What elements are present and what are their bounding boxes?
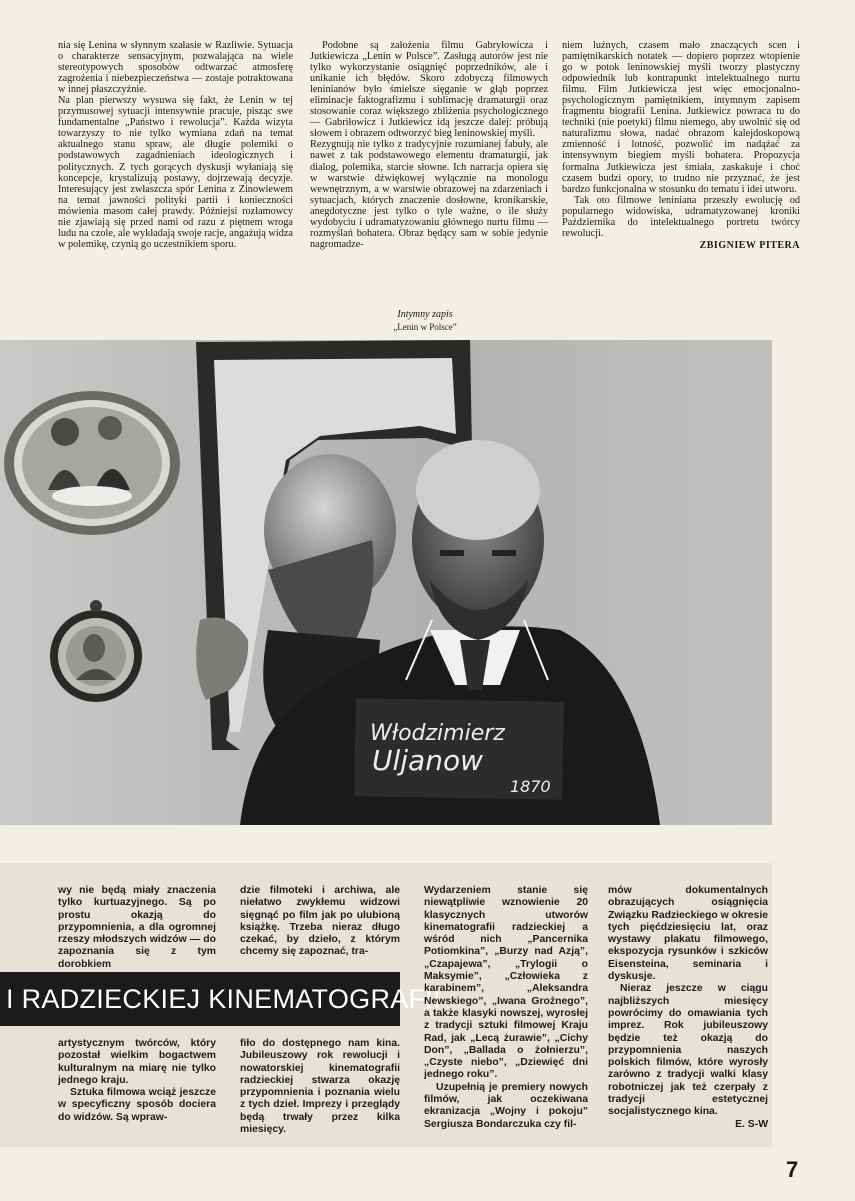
paragraph: Nieraz jeszcze w ciągu najbliższych miesięcy powrócimy do omawiania tych imprez. Rok jubileuszowy będzie też okazją do przypomnienia naszych polskich filmów, które wyrosły zarówno z tradycji walki klasy robotniczej jak też czerpały z tradycji estetycznej socjalistycznego kina. [608, 983, 768, 1118]
paragraph: Podobne są założenia filmu Gabryłowicza i Jutkiewicza „Lenin w Polsce”. Zasługą autorów jest nie tylko wykorzystanie osiągnięć poprzedników, ale i unikanie ich błędów. Skoro zdobyczą filmowych leninianów było śmielsze sięganie w głąb poprzez eliminacje faktografizmu i sublimację dramaturgii oraz stosowanie coraz większego zbliżenia psychologicznego — Gabriłowicz i Jutkiewicz idą jeszcze dalej: próbują słowem i obrazem odtworzyć bieg leninowskiej myśli. [310, 40, 548, 140]
paragraph: Uzupełnią je premiery nowych filmów, jak oczekiwana ekranizacja „Wojny i pokoju” Sergiusza Bondarczuka czy fil- [424, 1081, 588, 1130]
paragraph: Sztuka filmowa wciąż jeszcze w specyficzny sposób dociera do widzów. Są wpraw- [58, 1087, 216, 1123]
article-column-2 [310, 40, 548, 300]
bottom-column-2-top [240, 885, 400, 963]
article-column-3 [562, 40, 800, 302]
name-sign [354, 698, 564, 800]
page-number: 7 [786, 1157, 799, 1182]
oval-portrait-frame [4, 391, 180, 535]
paragraph: fiło do dostępnego nam kina. Jubileuszowy rok rewolucji i nowatorskiej kinematografii radzieckiej stwarza okazję przypomnienia i poznania wielu z tych dzieł. Imprezy i przeglądy będą trwały przez kilka miesięcy. [240, 1038, 400, 1136]
paragraph: mów dokumentalnych obrazujących osiągnięcia Związku Radzieckiego w okresie tych pięćdziesięciu lat, oraz wystawy plakatu filmowego, ekspozycja rysunków i szkiców Eisensteina, seminaria i dyskusje. [608, 885, 768, 983]
bottom-column-3 [424, 885, 588, 1140]
paragraph: Rezygnują nie tylko z tradycyjnie rozumianej fabuły, ale nawet z tak podstawowego elementu dramaturgii, jak dialog, polemika, starcie słowne. Ich narracja opiera się w warstwie dźwiękowej wyłącznie na monologu wewnętrznym, a w warstwie obrazowej na zdarzeniach i sytuacjach, których znaczenie dosłowne, kronikarskie, anegdotyczne jest tylko o tyle ważne, o ile służy wydobyciu i udramatyzowaniu głównego nurtu filmu — rozmyślań bohatera. Obraz będący sam w sobie jedynie nagromadze- [310, 139, 548, 250]
section-title-banner: I RADZIECKIEJ KINEMATOGRAFII [0, 972, 400, 1026]
sign-text-name: Włodzimierz [370, 721, 505, 746]
paragraph: Wydarzeniem stanie się niewątpliwie wznowienie 20 klasycznych utworów kinematografii radzieckiej a wśród nich „Pancernika Potiomkina”, „Burzy nad Azją”, „Czapajewa”, „Trylogii o Maksymie”, „Człowieka z karabinem”, „Aleksandra Newskiego”, „Iwana Groźnego”, a także klasyki nowszej, wyrosłej z tradycji sztuki filmowej Kraju Rad, jak „Lecą żurawie”, „Cichy Don”, „Ballada o żołnierzu”, „Czyste niebo”, „Dziewięć dni jednego roku”. [424, 885, 588, 1081]
sign-text-surname: Uljanow [372, 744, 483, 777]
author-signature: ZBIGNIEW PITERA [699, 239, 800, 251]
paragraph: artystycznym twórców, który pozostał wielkim bogactwem kulturalnym na miarę nie tylko jednego kraju. [58, 1038, 216, 1086]
paragraph: nia się Lenina w słynnym szałasie w Razliwie. Sytuacja o charakterze sensacyjnym, pozwalająca na wiele stereotypowych sposobów odtwarzać atmosferę zagrożenia i niebezpieczeństwa — zostaje potraktowana w innej płaszczyźnie. [58, 40, 293, 96]
paragraph: wy nie będą miały znaczenia tylko kurtuazyjnego. Są po prostu okazją do przypomnienia, a dla ogromnej rzeszy młodszych widzów — do zapoznania się z tym dorobkiem [58, 885, 216, 970]
paragraph: dzie filmoteki i archiwa, ale niełatwo zwykłemu widzowi sięgnąć po film jak po ulubioną książkę. Trzeba nieraz długo czekać, by dzieło, z którym chcemy się zapoznać, tra- [240, 885, 400, 958]
article-column-1 [58, 40, 293, 300]
sign-text-year: 1870 [510, 777, 551, 796]
bottom-column-4 [608, 885, 768, 1140]
bottom-column-1-bottom [58, 1038, 216, 1138]
bottom-column-1-top [58, 885, 216, 970]
film-still-photo [0, 340, 772, 825]
paragraph: Tak oto filmowe leniniana przeszły ewolucję od popularnego widowiska, udramatyzowanej kroniki Października do intelektualnego portretu twórcy rewolucji. [562, 194, 800, 239]
caption-title: Intymny zapis [397, 309, 453, 320]
paragraph: niem luźnych, czasem mało znaczących scen i pamiętnikarskich notatek — dopiero poprzez wtopienie go w potok leninowskiej myśli tworzy plastyczny odpowiednik lub kontrapunkt intelektualnego nurtu filmu. Film Jutkiewicza jest więc emocjonalno-psychologicznym pamiętnikiem, intymnym zapisem fragmentu biografii Lenina. Jutkiewicz powraca tu do techniki (nie poetyki) filmu niemego, aby uwolnić się od naturalizmu słowa, nadać obrazom kalejdoskopową zmienność i lotność, pozwolić im nadążać za intensywnym biegiem myśli bohatera. Propozycja formalna Jutkiewicza jest śmiała, zaskakuje i choć czasem budzi opory, to trudno nie przyznać, że jest bardzo funkcjonalna w stosunku do tematu i idei utworu. [562, 40, 800, 195]
author-initials: E. S-W [735, 1118, 768, 1130]
caption-film-title: „Lenin w Polsce” [393, 322, 457, 332]
bottom-column-2-bottom [240, 1038, 400, 1138]
photo-caption [355, 309, 495, 333]
paragraph: Na plan pierwszy wysuwa się fakt, że Lenin w tej przymusowej sytuacji intensywnie pracuje, pisząc swe fundamentalne „Państwo i rewolucja”. Każda wizyta towarzyszy to nie tylko wymiana zdań na temat aktualnego stanu spraw, ale długie polemiki o podstawowych zagadnieniach ideologicznych i politycznych. Z tych gorących dyskusji wyłaniają się koncepcje, krystalizują postawy, dojrzewają decyzje. Interesujący jest zwłaszcza spór Lenina z Zinowiewem na temat jawności polityki partii i konieczności mówienia masom całej prawdy. Późniejsi rozłamowcy nie zjawiają się przed nami od razu z piętnem wroga ludu na czole, ale wykładają swoje racje, angażują widza w polemikę, czynią go uczestnikiem sporu. [58, 95, 293, 250]
